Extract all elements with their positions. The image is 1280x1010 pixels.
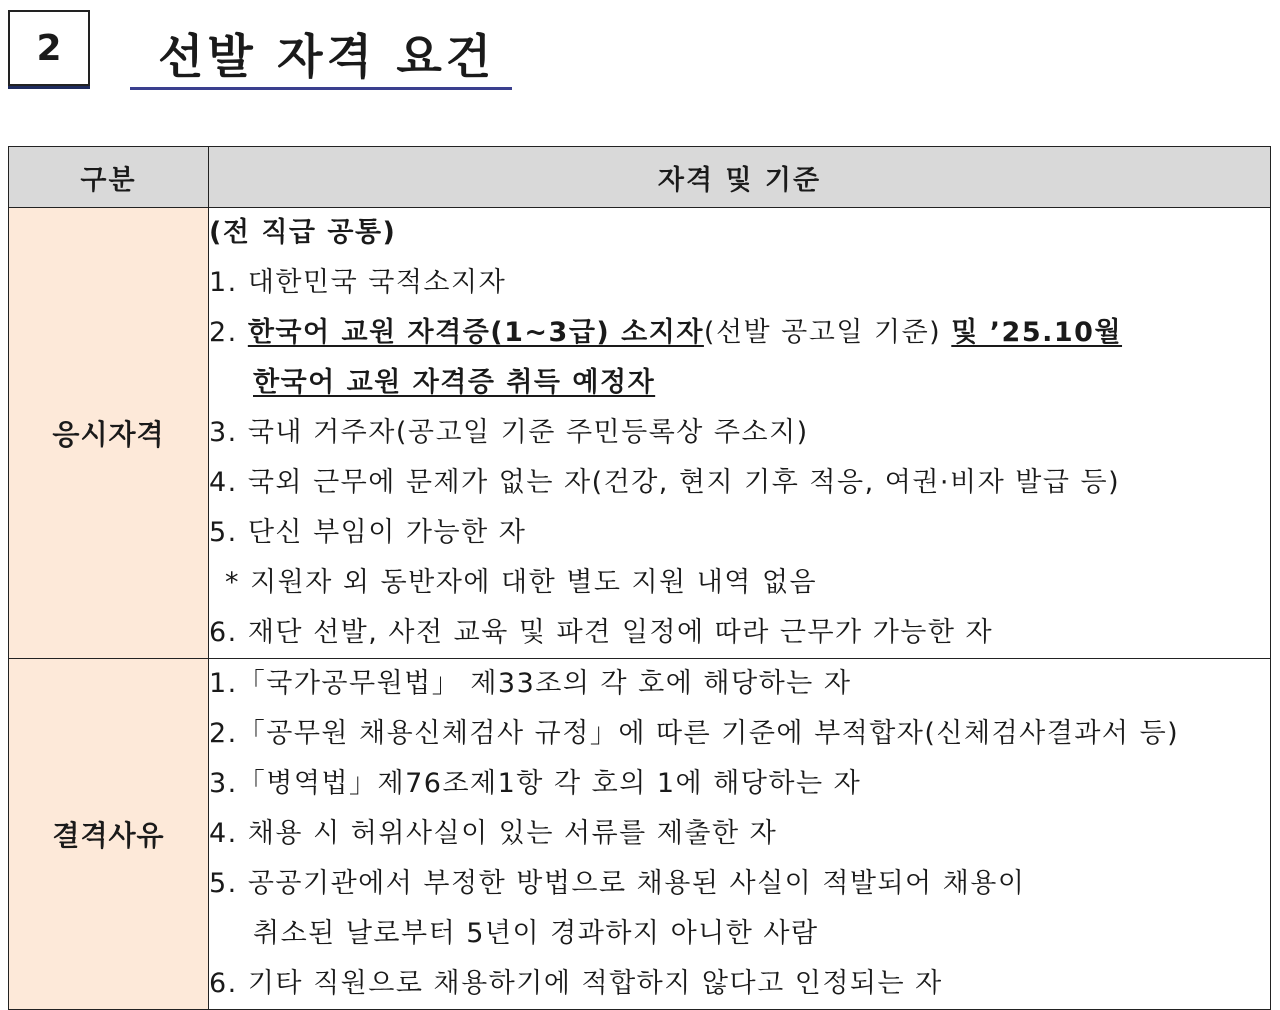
section-number: 2 xyxy=(8,10,90,86)
criteria-item: 5. 단신 부임이 가능한 자 xyxy=(209,517,527,548)
emphasis-text: 한국어 교원 자격증 취득 예정자 xyxy=(253,367,656,398)
emphasis-text: 및 ’25.10월 xyxy=(951,317,1123,348)
criteria-item xyxy=(209,308,1270,358)
title-underline xyxy=(130,87,512,90)
criteria-item: 5. 공공기관에서 부정한 방법으로 채용된 사실이 적발되어 채용이 xyxy=(209,868,1026,899)
criteria-item: 2.「공무원 채용신체검사 규정」에 따른 기준에 부적합자(신체검사결과서 등) xyxy=(209,718,1180,749)
criteria-continuation: 취소된 날로부터 5년이 경과하지 아니한 사람 xyxy=(253,918,819,949)
qualification-table xyxy=(8,146,1271,1010)
criteria-item: 4. 채용 시 허위사실이 있는 서류를 제출한 자 xyxy=(209,818,778,849)
emphasis-text: 한국어 교원 자격증(1~3급) 소지자 xyxy=(247,317,704,348)
criteria-item: 1. 대한민국 국적소지자 xyxy=(209,267,507,298)
criteria-item: 6. 기타 직원으로 채용하기에 적합하지 않다고 인정되는 자 xyxy=(209,968,943,999)
criteria-continuation xyxy=(209,358,1270,408)
table-header-row xyxy=(9,147,1271,208)
table-row-disqualification xyxy=(9,659,1271,1010)
table-row-eligibility xyxy=(9,208,1271,659)
criteria-note: (선발 공고일 기준) xyxy=(703,317,952,348)
criteria-item: 1.「국가공무원법」 제33조의 각 호에 해당하는 자 xyxy=(209,668,852,699)
header-criteria: 자격 및 기준 xyxy=(209,147,1271,208)
criteria-item: 4. 국외 근무에 문제가 없는 자(건강, 현지 기후 적응, 여권·비자 발급 등) xyxy=(209,467,1121,498)
criteria-scope: (전 직급 공통) xyxy=(209,217,397,248)
criteria-item: 6. 재단 선발, 사전 교육 및 파견 일정에 따라 근무가 가능한 자 xyxy=(209,617,994,648)
header-category: 구분 xyxy=(9,147,209,208)
criteria-item: 3.「병역법」제76조제1항 각 호의 1에 해당하는 자 xyxy=(209,768,862,799)
category-disqualification: 결격사유 xyxy=(9,659,209,1010)
section-title: 선발 자격 요건 xyxy=(158,30,496,85)
item-number: 2. xyxy=(209,317,248,348)
criteria-footnote: * 지원자 외 동반자에 대한 별도 지원 내역 없음 xyxy=(225,567,818,598)
disqualification-criteria xyxy=(209,659,1271,1010)
eligibility-criteria xyxy=(209,208,1271,659)
section-heading xyxy=(8,10,513,92)
criteria-item: 3. 국내 거주자(공고일 기준 주민등록상 주소지) xyxy=(209,417,809,448)
category-eligibility: 응시자격 xyxy=(9,208,209,659)
